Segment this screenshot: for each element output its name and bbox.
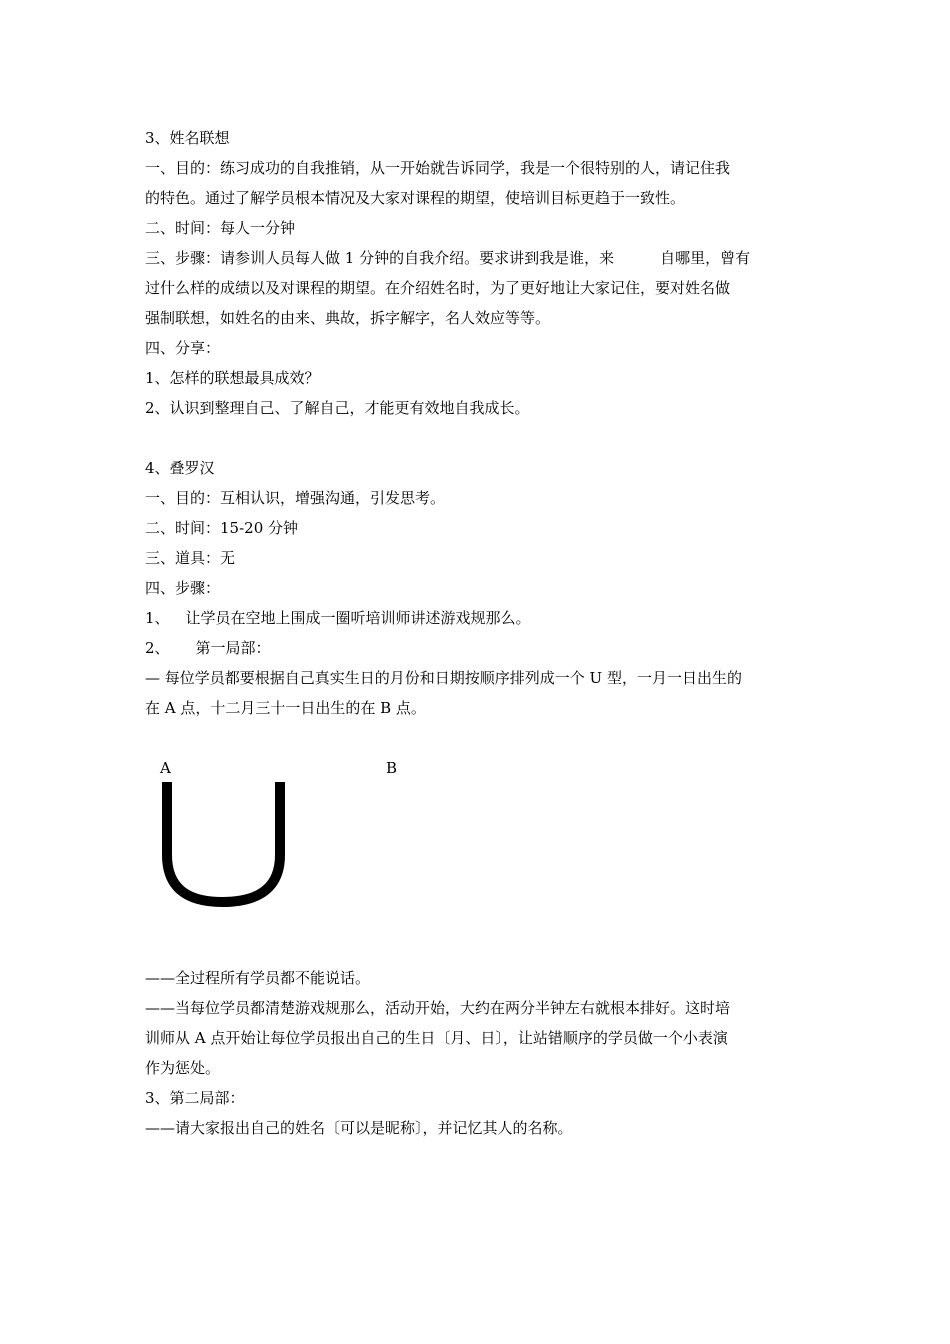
step-3: 3、第二局部：	[145, 1089, 245, 1107]
step-2-desc-2: 在 A 点，十二月三十一日出生的在 B 点。	[145, 699, 426, 717]
step-1	[145, 603, 810, 633]
step-2	[145, 633, 810, 663]
section-name-association	[145, 123, 810, 423]
point-a-label: A	[160, 759, 171, 777]
purpose-line-2: 的特色。通过了解学员根本情况及大家对课程的期望，使培训目标更趋于一致性。	[145, 189, 686, 207]
steps-line-3: 强制联想，如姓名的由来、典故，拆字解字，名人效应等等。	[145, 309, 551, 327]
step-1-number: 1、	[145, 609, 170, 627]
steps-line-1b: 自哪里，曾有	[660, 249, 751, 267]
purpose-line-1: 一、目的：练习成功的自我推销，从一开始就告诉同学，我是一个很特别的人，请记住我	[145, 159, 731, 177]
section-human-pyramid	[145, 453, 810, 723]
steps-line-1a: 三、步骤：请参训人员每人做 1 分钟的自我介绍。要求讲到我是谁，来	[145, 249, 615, 267]
step-1-text: 让学员在空地上围成一圈听培训师讲述游戏规那么。	[185, 609, 531, 627]
step-2-text: 第一局部：	[195, 639, 271, 657]
u-shape-line	[167, 782, 280, 902]
step-2-desc-1: — 每位学员都要根据自己真实生日的月份和日期按顺序排列成一个 U 型，一月一日出生的	[145, 669, 742, 687]
step-2-number: 2、	[145, 639, 170, 657]
rule-line-1: ——当每位学员都清楚游戏规那么，活动开始，大约在两分半钟左右就根本排好。这时培	[145, 999, 731, 1017]
rule-line-2: 训师从 A 点开始让每位学员报出自己的生日〔月、日〕，让站错顺序的学员做一个小表演	[145, 1029, 728, 1047]
share-item-2: 2、认识到整理自己、了解自己，才能更有效地自我成长。	[145, 399, 530, 417]
time-line: 二、时间：每人一分钟	[145, 219, 296, 237]
u-shape-figure	[140, 750, 440, 920]
point-b-label: B	[386, 759, 398, 777]
rule-line-3: 作为惩处。	[145, 1059, 221, 1077]
u-shape-diagram	[140, 750, 440, 920]
steps-line-1	[145, 243, 810, 273]
section-rules	[145, 963, 810, 1143]
time-line: 二、时间：15-20 分钟	[145, 519, 299, 537]
share-title: 四、分享：	[145, 339, 221, 357]
no-talking-rule: ——全过程所有学员都不能说话。	[145, 969, 371, 987]
purpose-line: 一、目的：互相认识，增强沟通，引发思考。	[145, 489, 446, 507]
props-line: 三、道具：无	[145, 549, 236, 567]
share-item-1: 1、怎样的联想最具成效？	[145, 369, 320, 387]
step-3-desc: ——请大家报出自己的姓名〔可以是昵称〕，并记忆其人的名称。	[145, 1119, 573, 1137]
section-title: 4、叠罗汉	[145, 459, 215, 477]
section-title: 3、姓名联想	[145, 129, 230, 147]
steps-line-2: 过什么样的成绩以及对课程的期望。在介绍姓名时，为了更好地让大家记住，要对姓名做	[145, 279, 731, 297]
steps-title: 四、步骤：	[145, 579, 221, 597]
